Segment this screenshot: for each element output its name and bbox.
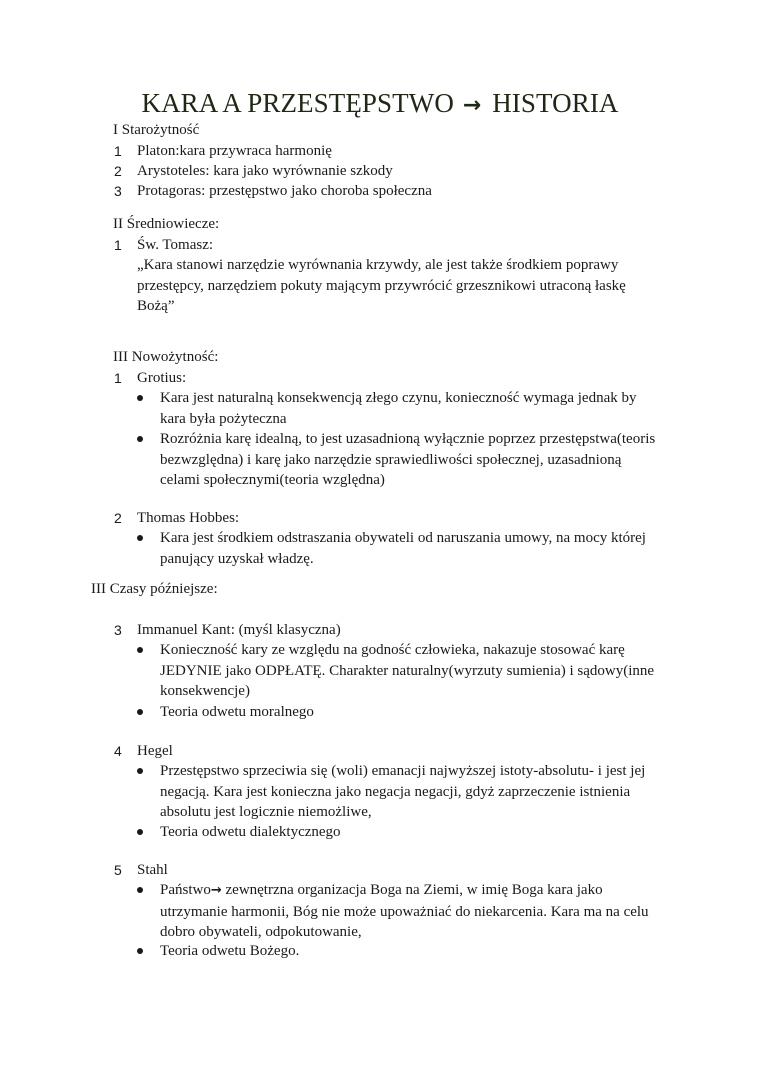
- bullet-text-segment: Państwo: [160, 882, 211, 898]
- list-item-text: Hegel: [137, 743, 173, 759]
- section-heading-antiquity: I Starożytność: [113, 122, 200, 138]
- title-right: HISTORIA: [492, 88, 619, 118]
- section-heading-later-times: III Czasy późniejsze:: [91, 581, 218, 597]
- list-number: 3: [114, 183, 122, 199]
- quote-line: Bożą”: [137, 298, 175, 314]
- list-number: 1: [114, 370, 122, 386]
- bullet-line: dobro obywateli, odpokutowanie,: [160, 924, 362, 940]
- bullet-line: Teoria odwetu moralnego: [160, 704, 314, 720]
- bullet-line: Kara jest środkiem odstraszania obywateli od naruszania umowy, na mocy której: [160, 530, 646, 546]
- arrow-right-icon: →: [210, 883, 222, 898]
- bullet-line: Teoria odwetu dialektycznego: [160, 824, 341, 840]
- list-item-text: Platon:kara przywraca harmonię: [137, 143, 332, 159]
- list-number: 3: [114, 622, 122, 638]
- list-item-text: Protagoras: przestępstwo jako choroba społeczna: [137, 183, 432, 199]
- quote-block: [137, 255, 657, 317]
- arrow-right-icon: →: [462, 93, 482, 118]
- list-item-text: Arystoteles: kara jako wyrównanie szkody: [137, 163, 393, 179]
- bullet-text-segment: zewnętrzna organizacja Boga na Ziemi, w imię Boga kara jako: [221, 882, 603, 898]
- bullet-icon: [137, 436, 143, 442]
- list-number: 2: [114, 510, 122, 526]
- bullet-line: absolutu jest logicznie niemożliwe,: [160, 804, 372, 820]
- quote-line: przestępcy, narzędziem pokuty mającym przywrócić grzesznikowi utraconą łaskę: [137, 277, 626, 294]
- list-number: 4: [114, 743, 122, 759]
- bullet-line: Przestępstwo sprzeciwia się (woli) emanacji najwyższej istoty-absolutu- i jest jej: [160, 763, 646, 779]
- bullet-icon: [137, 395, 143, 401]
- bullet-line: panujący uzyskał władzę.: [160, 550, 314, 567]
- section-heading-middle-ages: II Średniowiecze:: [113, 216, 220, 232]
- bullet-icon: [137, 887, 143, 893]
- list-number: 2: [114, 163, 122, 179]
- bullet-line: JEDYNIE jako ODPŁATĘ. Charakter naturalny(wyrzuty sumienia) i sądowy(inne: [160, 662, 655, 679]
- bullet-line: Teoria odwetu Bożego.: [160, 943, 300, 959]
- quote-line: „Kara stanowi narzędzie wyrównania krzywdy, ale jest także środkiem poprawy: [137, 257, 619, 273]
- list-number: 1: [114, 143, 122, 159]
- bullet-icon: [137, 535, 143, 541]
- bullet-icon: [137, 647, 143, 653]
- bullet-line: bezwzględna) i karę jako narzędzie sprawiedliwości społecznej, uzasadnioną: [160, 451, 622, 468]
- list-item-text: Św. Tomasz:: [137, 237, 214, 253]
- list-item-text: Stahl: [137, 862, 168, 878]
- bullet-line: celami społecznymi(teoria względna): [160, 472, 385, 488]
- bullet-line: utrzymanie harmonii, Bóg nie może upoważniać do niekarcenia. Kara ma na celu: [160, 903, 649, 920]
- section-heading-modern: III Nowożytność:: [113, 349, 219, 365]
- list-item-text: Immanuel Kant: (myśl klasyczna): [137, 622, 341, 638]
- list-number: 1: [114, 237, 122, 253]
- list-item-text: Grotius:: [137, 370, 187, 386]
- bullet-line: kara była pożyteczna: [160, 410, 287, 427]
- bullet-line: [160, 880, 700, 902]
- bullet-line: konsekwencje): [160, 683, 250, 699]
- bullet-line: negacją. Kara jest konieczna jako negacja negacji, gdyż zaprzeczenie istnienia: [160, 783, 631, 800]
- bullet-line: Kara jest naturalną konsekwencją złego czynu, konieczność wymaga jednak by: [160, 390, 637, 406]
- bullet-line: Konieczność kary ze względu na godność człowieka, nakazuje stosować karę: [160, 642, 625, 658]
- bullet-line: Rozróżnia karę idealną, to jest uzasadnioną wyłącznie poprzez przestępstwa(teoris: [160, 431, 656, 447]
- bullet-icon: [137, 829, 143, 835]
- bullet-icon: [137, 768, 143, 774]
- list-item-text: Thomas Hobbes:: [137, 510, 240, 526]
- title-left: KARA A PRZESTĘPSTWO: [141, 88, 454, 118]
- document-title: [0, 86, 760, 123]
- bullet-icon: [137, 948, 143, 954]
- list-number: 5: [114, 862, 122, 878]
- bullet-icon: [137, 709, 143, 715]
